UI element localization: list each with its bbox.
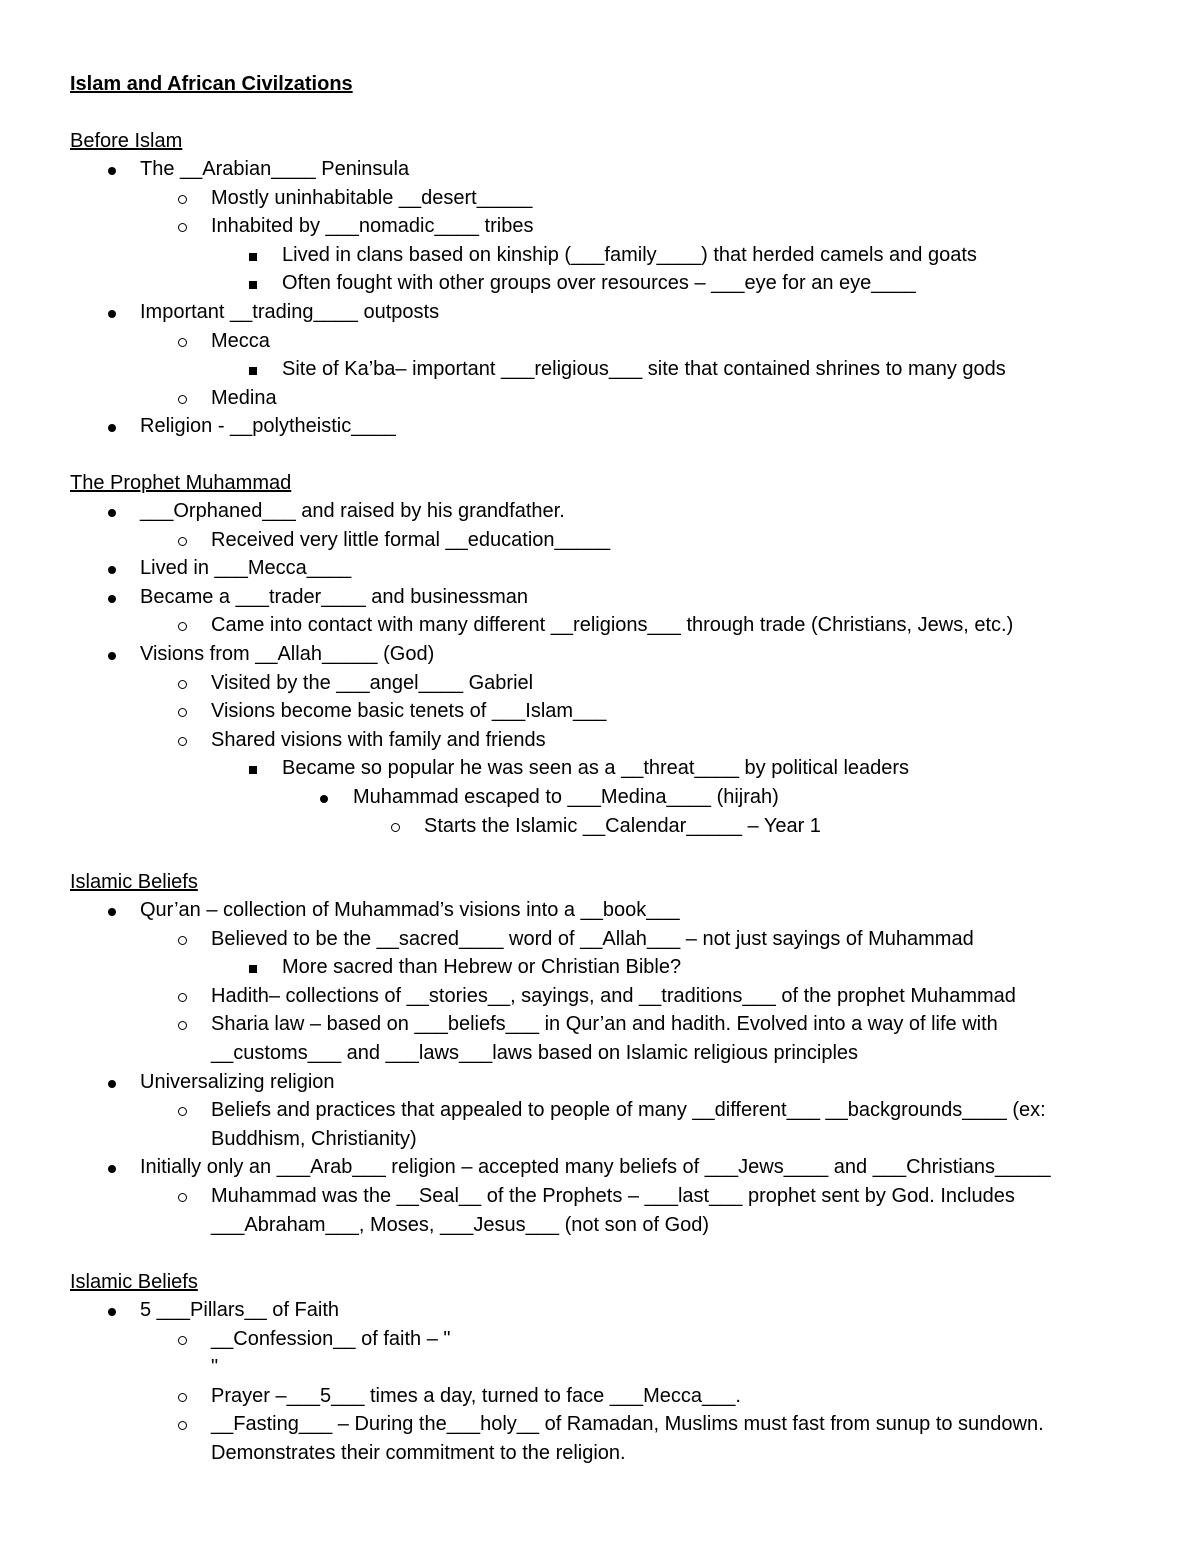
outline-item-text: Often fought with other groups over resources – ___eye for an eye____ xyxy=(282,272,916,295)
outline-item xyxy=(0,1410,1200,1467)
outline-item xyxy=(0,298,1200,327)
outline-item-text: Became a ___trader____ and businessman xyxy=(140,585,529,608)
outline-item xyxy=(0,212,1200,241)
hollow-bullet-icon xyxy=(178,184,187,213)
outline-item xyxy=(0,1068,1200,1097)
outline-item xyxy=(0,355,1200,384)
outline-item xyxy=(0,697,1200,726)
outline-item xyxy=(0,812,1200,841)
bullet-list xyxy=(0,497,1200,840)
hollow-bullet-icon xyxy=(178,982,187,1011)
outline-item-text: Initially only an ___Arab___ religion – accepted many beliefs of ___Jews____ and ___Christians_____ xyxy=(140,1156,1051,1179)
section-heading: Islamic Beliefs xyxy=(70,871,198,893)
outline-item-text: Received very little formal __education_____ xyxy=(211,528,611,551)
outline-item-text: ___Orphaned___ and raised by his grandfather. xyxy=(140,500,565,522)
outline-item xyxy=(0,896,1200,925)
outline-item-text: Beliefs and practices that appealed to people of many __different___ __backgrounds____ (ex: Buddhism, Christianity) xyxy=(211,1099,1046,1150)
filled-bullet-icon xyxy=(108,1153,116,1182)
outline-item xyxy=(0,1382,1200,1411)
outline-item xyxy=(0,1153,1200,1182)
hollow-bullet-icon xyxy=(178,697,187,726)
hollow-bullet-icon xyxy=(178,212,187,241)
section-heading: Before Islam xyxy=(70,130,183,152)
square-bullet-icon xyxy=(249,269,257,298)
filled-bullet-icon xyxy=(108,155,116,184)
outline-item-text: Religion - __polytheistic____ xyxy=(140,415,396,438)
filled-bullet-icon xyxy=(108,896,116,925)
outline-item xyxy=(0,583,1200,612)
outline-item-text: Became so popular he was seen as a __threat____ by political leaders xyxy=(282,757,910,780)
outline-item xyxy=(0,982,1200,1011)
hollow-bullet-icon xyxy=(178,925,187,954)
outline-item xyxy=(0,1096,1200,1153)
outline-item-text: Prayer –___5___ times a day, turned to face ___Mecca___. xyxy=(211,1384,741,1407)
outline-item xyxy=(0,155,1200,184)
hollow-bullet-icon xyxy=(391,812,400,841)
section-heading: Islamic Beliefs xyxy=(70,1271,198,1293)
outline-item xyxy=(0,640,1200,669)
outline-item xyxy=(0,327,1200,356)
filled-bullet-icon xyxy=(108,1296,116,1325)
outline-item xyxy=(0,783,1200,812)
bullet-list xyxy=(0,155,1200,441)
outline-item-text: Important __trading____ outposts xyxy=(140,300,440,323)
outline-item-text: Lived in clans based on kinship (___family____) that herded camels and goats xyxy=(282,243,977,266)
outline-item xyxy=(0,554,1200,583)
filled-bullet-icon xyxy=(108,640,116,669)
outline-item xyxy=(0,669,1200,698)
document-title: Islam and African Civilzations xyxy=(70,73,353,95)
outline-item-text: Site of Ka’ba– important ___religious___ site that contained shrines to many gods xyxy=(282,358,1006,381)
outline-item-text: Medina xyxy=(211,386,277,409)
hollow-bullet-icon xyxy=(178,1382,187,1411)
outline-item-text: __Confession__ of faith – " " xyxy=(211,1327,451,1379)
outline-item xyxy=(0,184,1200,213)
filled-bullet-icon xyxy=(108,298,116,327)
outline-item-text: __Fasting___ – During the___holy__ of Ramadan, Muslims must fast from sunup to sundown. Demonstrates their commitment to the religion. xyxy=(211,1413,1044,1464)
outline-item-text: Muhammad was the __Seal__ of the Prophets – ___last___ prophet sent by God. Includes ___Abraham___, Moses, ___Jesus___ (not son of God) xyxy=(211,1184,1015,1236)
outline-item-text: Visited by the ___angel____ Gabriel xyxy=(211,671,534,694)
outline-item-text: Muhammad escaped to ___Medina____ (hijrah) xyxy=(353,785,779,808)
outline-item-text: Visions become basic tenets of ___Islam___ xyxy=(211,700,607,723)
outline-item-text: Shared visions with family and friends xyxy=(211,728,546,751)
outline-item-text: Inhabited by ___nomadic____ tribes xyxy=(211,215,534,238)
outline-item-text: Believed to be the __sacred____ word of __Allah___ – not just sayings of Muhammad xyxy=(211,927,974,950)
filled-bullet-icon xyxy=(108,583,116,612)
outline-item-text: Hadith– collections of __stories__, sayings, and __traditions___ of the prophet Muhammad xyxy=(211,984,1016,1007)
square-bullet-icon xyxy=(249,754,257,783)
outline-item-text: Sharia law – based on ___beliefs___ in Qur’an and hadith. Evolved into a way of life with __customs___ and ___laws___laws based on Islamic religious principles xyxy=(211,1013,998,1064)
hollow-bullet-icon xyxy=(178,611,187,640)
square-bullet-icon xyxy=(249,241,257,270)
hollow-bullet-icon xyxy=(178,1010,187,1039)
hollow-bullet-icon xyxy=(178,1410,187,1439)
outline-item xyxy=(0,526,1200,555)
hollow-bullet-icon xyxy=(178,726,187,755)
outline-item xyxy=(0,953,1200,982)
outline-item-text: More sacred than Hebrew or Christian Bible? xyxy=(282,956,682,979)
filled-bullet-icon xyxy=(108,554,116,583)
hollow-bullet-icon xyxy=(178,669,187,698)
bullet-list xyxy=(0,896,1200,1239)
outline-item-text: Mecca xyxy=(211,329,270,352)
outline-item xyxy=(0,1010,1200,1067)
outline-item-text: 5 ___Pillars__ of Faith xyxy=(140,1299,340,1321)
outline-item xyxy=(0,269,1200,298)
outline-item xyxy=(0,241,1200,270)
hollow-bullet-icon xyxy=(178,1096,187,1125)
outline-item xyxy=(0,925,1200,954)
outline-item xyxy=(0,412,1200,441)
filled-bullet-icon xyxy=(108,1068,116,1097)
outline-item-text: Starts the Islamic __Calendar_____ – Year 1 xyxy=(424,814,821,837)
outline-item xyxy=(0,384,1200,413)
hollow-bullet-icon xyxy=(178,526,187,555)
outline-item xyxy=(0,1325,1200,1382)
outline-item-text: Qur’an – collection of Muhammad’s visions into a __book___ xyxy=(140,899,680,921)
outline-item-text: Visions from __Allah_____ (God) xyxy=(140,642,435,665)
square-bullet-icon xyxy=(249,355,257,384)
outline-item-text: Mostly uninhabitable __desert_____ xyxy=(211,186,533,209)
filled-bullet-icon xyxy=(320,783,328,812)
outline-item xyxy=(0,754,1200,783)
hollow-bullet-icon xyxy=(178,1182,187,1211)
outline-item-text: Universalizing religion xyxy=(140,1070,335,1093)
outline-item xyxy=(0,726,1200,755)
outline-item xyxy=(0,1296,1200,1325)
outline-item-text: Lived in ___Mecca____ xyxy=(140,557,352,580)
outline-item-text: Came into contact with many different __religions___ through trade (Christians, Jews, etc.) xyxy=(211,614,1014,637)
hollow-bullet-icon xyxy=(178,327,187,356)
outline-item-text: The __Arabian____ Peninsula xyxy=(140,158,410,180)
outline-item xyxy=(0,497,1200,526)
bullet-list xyxy=(0,1296,1200,1468)
outline-item xyxy=(0,1182,1200,1239)
filled-bullet-icon xyxy=(108,497,116,526)
hollow-bullet-icon xyxy=(178,384,187,413)
filled-bullet-icon xyxy=(108,412,116,441)
section-heading: The Prophet Muhammad xyxy=(70,472,292,494)
square-bullet-icon xyxy=(249,953,257,982)
hollow-bullet-icon xyxy=(178,1325,187,1354)
outline-item xyxy=(0,611,1200,640)
